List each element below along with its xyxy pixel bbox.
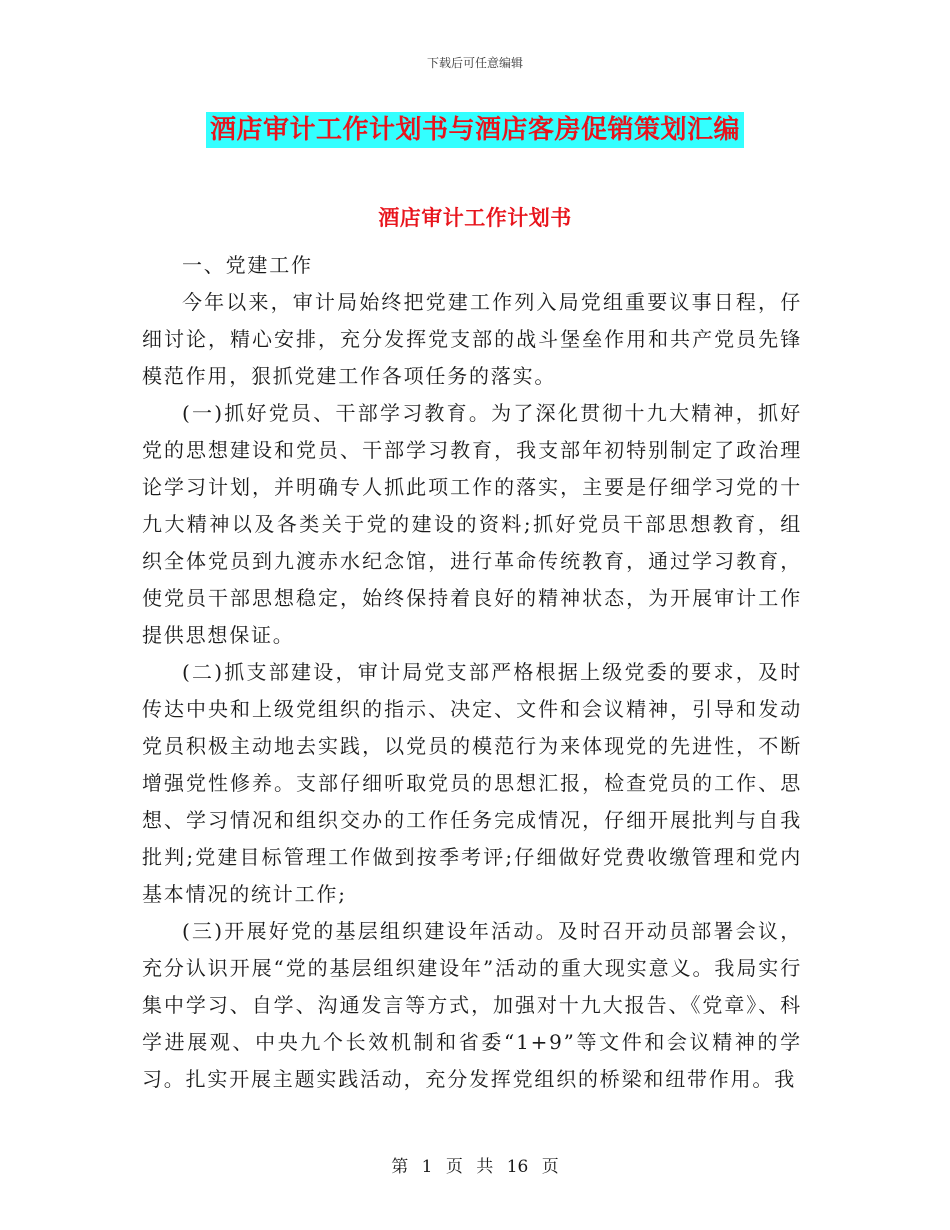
document-title-container bbox=[0, 112, 950, 148]
page-footer: 第 1 页 共 16 页 bbox=[391, 1157, 559, 1177]
section-title: 酒店审计工作计划书 bbox=[378, 205, 572, 230]
paragraph: (一)抓好党员、干部学习教育。为了深化贯彻十九大精神，抓好党的思想建设和党员、干部学习教育，我支部年初特别制定了政治理论学习计划，并明确专人抓此项工作的落实，主要是仔细学习党的十九大精神以及各类关于党的建设的资料;抓好党员干部思想教育，组织全体党员到九渡赤水纪念馆，进行革命传统教育，通过学习教育，使党员干部思想稳定，始终保持着良好的精神状态，为开展审计工作提供思想保证。 bbox=[142, 401, 802, 647]
document-title: 酒店审计工作计划书与酒店客房促销策划汇编 bbox=[206, 112, 744, 148]
body-text bbox=[142, 247, 802, 1098]
paragraph: (二)抓支部建设，审计局党支部严格根据上级党委的要求，及时传达中央和上级党组织的指示、决定、文件和会议精神，引导和发动党员积极主动地去实践，以党员的模范行为来体现党的先进性，不断增强党性修养。支部仔细听取党员的思想汇报，检查党员的工作、思想、学习情况和组织交办的工作任务完成情况，仔细开展批判与自我批判;党建目标管理工作做到按季考评;仔细做好党费收缴管理和党内基本情况的统计工作; bbox=[142, 660, 802, 906]
header-note: 下载后可任意编辑 bbox=[426, 56, 523, 70]
paragraph: 今年以来，审计局始终把党建工作列入局党组重要议事日程，仔细讨论，精心安排，充分发挥党支部的战斗堡垒作用和共产党员先锋模范作用，狠抓党建工作各项任务的落实。 bbox=[142, 290, 802, 388]
paragraph: (三)开展好党的基层组织建设年活动。及时召开动员部署会议，充分认识开展“党的基层组织建设年”活动的重大现实意义。我局实行集中学习、自学、沟通发言等方式，加强对十九大报告、《党章》、科学进展观、中央九个长效机制和省委“1+9”等文件和会议精神的学习。扎实开展主题实践活动，充分发挥党组织的桥梁和纽带作用。我 bbox=[142, 919, 802, 1091]
paragraph-heading: 一、党建工作 bbox=[182, 253, 313, 277]
